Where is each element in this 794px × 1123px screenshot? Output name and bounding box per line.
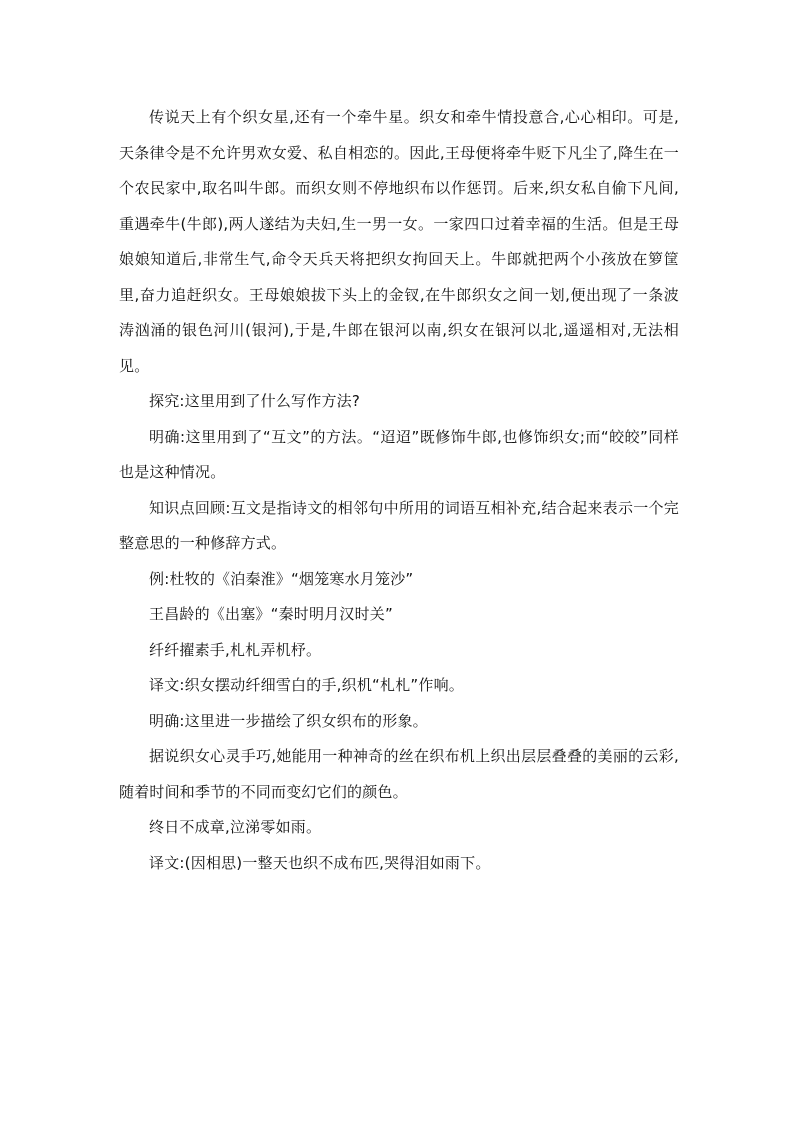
paragraph-question: 探究:这里用到了什么写作方法? bbox=[149, 392, 361, 410]
paragraph-translation-2: 译文:(因相思)一整天也织不成布匹,哭得泪如雨下。 bbox=[149, 853, 491, 872]
paragraph-example-wang-changling: 王昌龄的《出塞》“秦时明月汉时关” bbox=[149, 605, 393, 623]
paragraph-weaver-description: 据说织女心灵手巧,她能用一种神奇的丝在织布机上织出层层叠叠的美丽的云彩,随着时间和季节的不同而变幻它们的颜色。 bbox=[119, 747, 679, 801]
paragraph-poem-line-1: 纤纤擢素手,札札弄机杼。 bbox=[149, 640, 322, 659]
paragraph-translation-1: 译文:织女摆动纤细雪白的手,织机“札札”作响。 bbox=[149, 676, 464, 694]
paragraph-poem-line-2: 终日不成章,泣涕零如雨。 bbox=[149, 818, 322, 836]
paragraph-answer-huwen: 明确:这里用到了“互文”的方法。“迢迢”既修饰牛郎,也修饰织女;而“皎皎”同样也是这种情况。 bbox=[119, 427, 679, 481]
paragraph-example-du-mu: 例:杜牧的《泊秦淮》“烟笼寒水月笼沙” bbox=[149, 569, 414, 588]
document-body bbox=[119, 100, 679, 881]
paragraph-knowledge-review: 知识点回顾:互文是指诗文的相邻句中所用的词语互相补充,结合起来表示一个完整意思的一种修辞方式。 bbox=[119, 498, 679, 552]
paragraph-legend: 传说天上有个织女星,还有一个牵牛星。织女和牵牛情投意合,心心相印。可是,天条律令是不允许男欢女爱、私自相恋的。因此,王母便将牵牛贬下凡尘了,降生在一个农民家中,取名叫牛郎。而织女则不停地织布以作惩罚。后来,织女私自偷下凡间,重遇牵牛(牛郎),两人遂结为夫妇,生一男一女。一家四口过着幸福的生活。但是王母娘娘知道后,非常生气,命令天兵天将把织女拘回天上。牛郎就把两个小孩放在箩筐里,奋力追赶织女。王母娘娘拔下头上的金钗,在牛郎织女之间一划,便出现了一条波涛汹涌的银色河川(银河),于是,牛郎在银河以南,织女在银河以北,遥遥相对,无法相见。 bbox=[119, 108, 679, 375]
paragraph-explanation-1: 明确:这里进一步描绘了织女织布的形象。 bbox=[149, 711, 428, 730]
